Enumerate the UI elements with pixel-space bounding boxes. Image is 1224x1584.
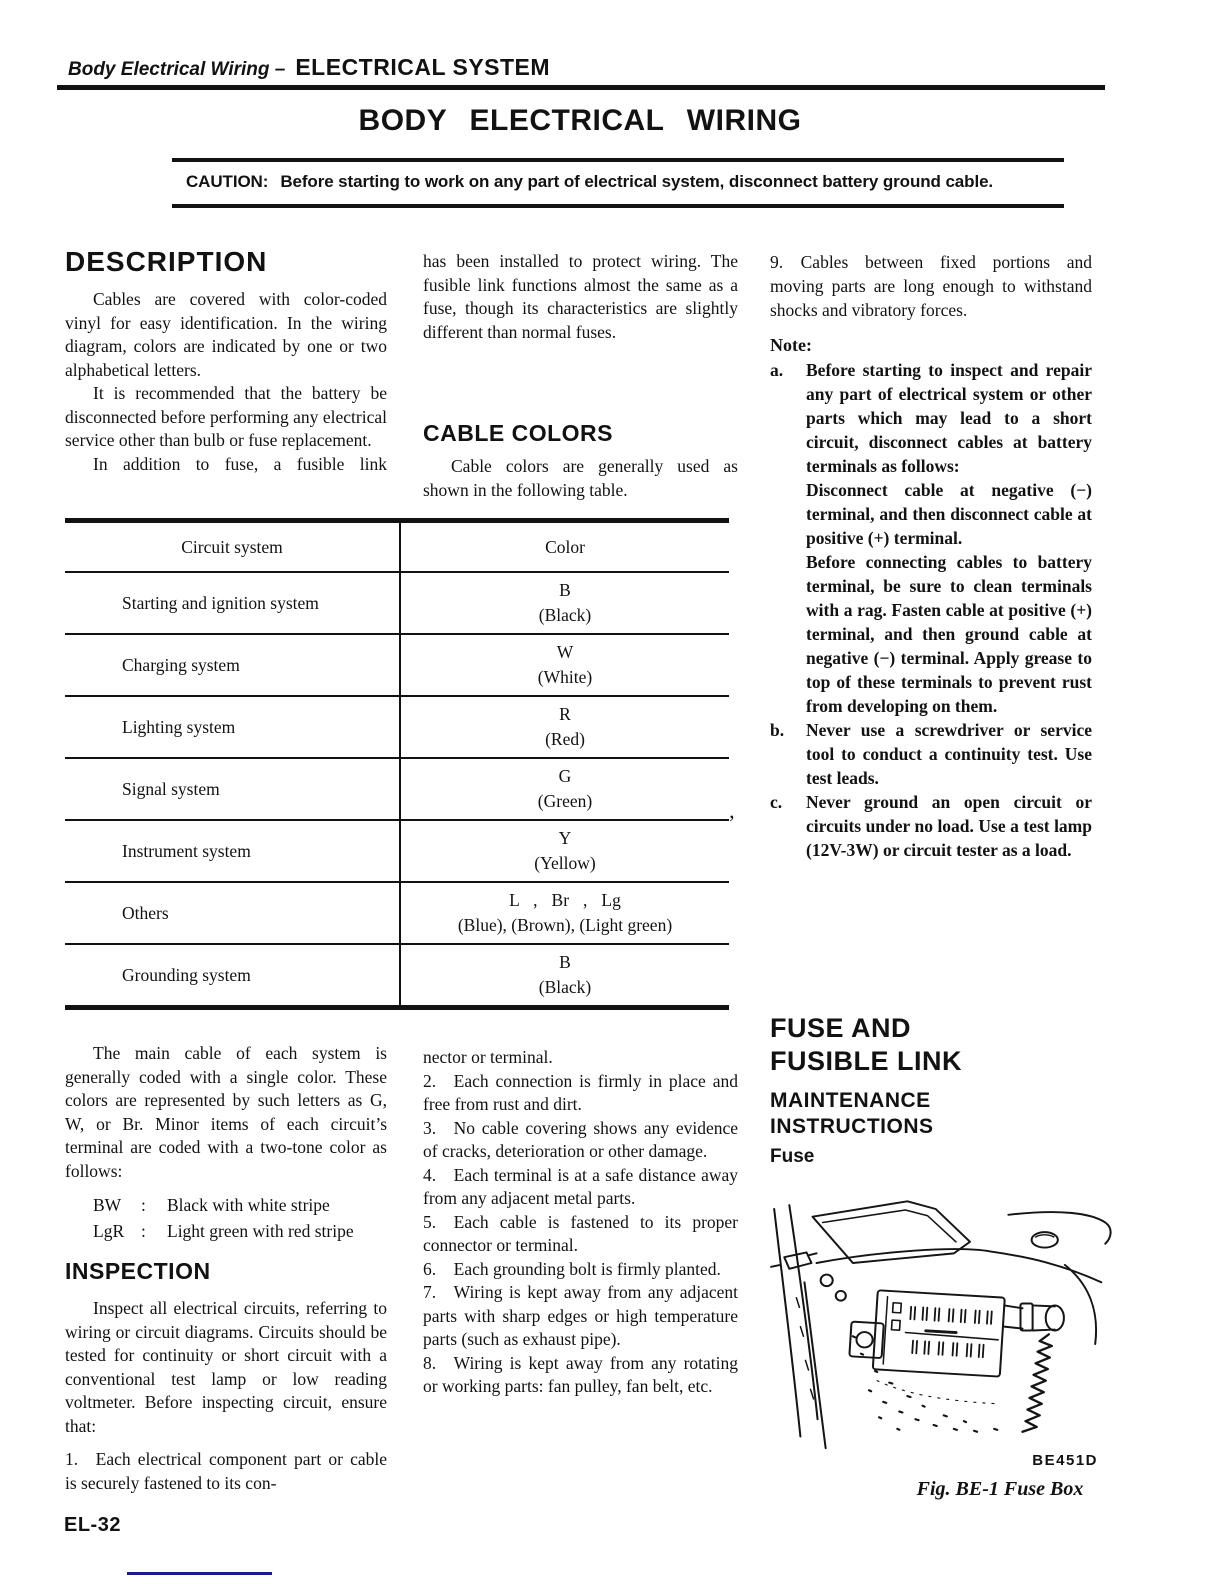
note-paragraph: Before connecting cables to battery terminal, be sure to clean terminals with a rag. Fasten cable at positive (+) terminal, and then ground cable at negative (−) terminal. Apply grease to top of these terminals to prevent rust from developing on them. <box>806 552 1092 716</box>
note-paragraph: Before starting to inspect and repair any part of electrical system or other parts which may lead to a short circuit, disconnect cables at battery terminals as follows: <box>806 360 1092 476</box>
color-name: (Blue), (Brown), (Light green) <box>457 915 673 935</box>
note-paragraph: Never ground an open circuit or circuits under no load. Use a test lamp (12V-3W) or circuit tester as a load. <box>806 792 1092 860</box>
color-code: R <box>559 704 571 724</box>
color-cell <box>401 945 729 1005</box>
inspection-paragraph <box>65 1297 387 1438</box>
mounting-tab <box>849 1322 883 1359</box>
stray-print-mark: ’ <box>728 810 736 835</box>
list-item: 6. Each grounding bolt is firmly planted. <box>423 1258 721 1279</box>
list-item: 1. Each electrical component part or cable is securely fastened to its con- <box>65 1449 387 1493</box>
color-cell <box>401 821 729 881</box>
coil-cable <box>1023 1334 1052 1431</box>
caution-rule-top <box>172 158 1064 162</box>
list-item: 2. Each connection is firmly in place and free from rust and dirt. <box>423 1070 738 1114</box>
note-item-c <box>770 790 1092 862</box>
page-number: EL-32 <box>64 1514 121 1536</box>
fuse-box-figure <box>756 1182 1180 1452</box>
inspection-heading: INSPECTION <box>65 1258 211 1284</box>
list-item: 7. Wiring is kept away from any adjacent parts with sharp edges or high temperature parts (such as exhaust pipe). <box>423 1282 738 1349</box>
list-item: 4. Each terminal is at a safe distance away from any adjacent metal parts. <box>423 1164 738 1208</box>
column-header-color: Color <box>545 536 585 557</box>
heading-line: INSTRUCTIONS <box>770 1115 934 1138</box>
circuit-system-cell: Lighting system <box>65 697 401 757</box>
caution-text: Before starting to work on any part of electrical system, disconnect battery ground cable. <box>280 172 994 191</box>
color-code: Y <box>558 828 572 848</box>
legend-meaning: Black with white stripe <box>167 1195 330 1215</box>
table-row <box>65 633 729 695</box>
legend-row <box>93 1218 387 1244</box>
description-paragraphs <box>65 288 387 476</box>
list-item: 8. Wiring is kept away from any rotating or working parts: fan pulley, fan belt, etc. <box>423 1352 738 1396</box>
table-row <box>65 819 729 881</box>
list-item: 3. No cable covering shows any evidence of cracks, deterioration or other damage. <box>423 1117 738 1161</box>
color-cell <box>401 635 729 695</box>
note-paragraph: Never use a screwdriver or service tool to conduct a continuity test. Use test leads. <box>806 720 1092 788</box>
table-row <box>65 757 729 819</box>
note-label: Note: <box>770 335 812 355</box>
color-name: (Black) <box>538 977 592 997</box>
heading-line: FUSIBLE LINK <box>770 1046 962 1076</box>
figure-reference-code: BE451D <box>1032 1452 1098 1469</box>
color-code: L , Br , Lg <box>509 890 621 910</box>
page-title: BODY ELECTRICAL WIRING <box>358 104 802 137</box>
note-item-b <box>770 718 1092 790</box>
inspection-item-1 <box>65 1448 387 1495</box>
two-tone-code-legend <box>93 1192 387 1244</box>
color-cell <box>401 759 729 819</box>
note-marker: b. <box>770 720 785 740</box>
color-name: (Black) <box>538 605 592 625</box>
circuit-system-cell: Grounding system <box>65 945 401 1005</box>
column-header-circuit-system: Circuit system <box>65 523 401 571</box>
breadcrumb <box>68 54 550 81</box>
list-item: 5. Each cable is fastened to its proper connector or terminal. <box>423 1211 738 1255</box>
circuit-system-cell: Charging system <box>65 635 401 695</box>
note-item-a <box>770 358 1092 718</box>
heading-line: MAINTENANCE <box>770 1089 931 1112</box>
body-paragraph: The main cable of each system is generally coded with a single color. These colors are represented by such letters as G, W, or Br. Minor items of each circuit’s terminal are coded with a two-tone color as follows: <box>65 1043 387 1181</box>
inspection-checklist <box>423 1046 738 1399</box>
cable-color-table <box>65 518 729 1010</box>
scanner-artifact-line <box>127 1572 272 1575</box>
legend-separator: : <box>141 1221 146 1241</box>
cable-colors-intro <box>423 455 738 502</box>
caution-banner <box>186 172 1064 192</box>
maintenance-instructions-heading <box>770 1088 934 1140</box>
description-paragraph: Cables are covered with color-coded vinyl for easy identification. In the wiring diagram, colors are indicated by one or two alphabetical letters. <box>65 289 387 380</box>
description-paragraph: It is recommended that the battery be disconnected before performing any electrical service other than bulb or fuse replacement. <box>65 383 387 450</box>
table-header-row <box>65 523 729 571</box>
fuse-glyphs <box>908 1307 992 1358</box>
fuse-and-fusible-link-heading <box>770 1012 962 1078</box>
figure-caption: Fig. BE-1 Fuse Box <box>916 1478 1084 1500</box>
pillar-lines <box>774 1205 825 1448</box>
legend-code: BW <box>93 1195 122 1215</box>
header-rule <box>57 85 1105 90</box>
main-cable-paragraph <box>65 1042 387 1183</box>
breadcrumb-system-label: ELECTRICAL SYSTEM <box>295 54 551 80</box>
color-cell <box>401 573 729 633</box>
table-row <box>65 943 729 1005</box>
legend-separator: : <box>141 1195 146 1215</box>
list-item: nector or terminal. <box>423 1047 553 1067</box>
color-code: G <box>558 766 572 786</box>
legend-row <box>93 1192 387 1218</box>
table-row <box>65 571 729 633</box>
legend-code: LgR <box>93 1221 125 1241</box>
fuse-box <box>849 1289 1005 1377</box>
list-item: 9. Cables between fixed portions and moving parts are long enough to withstand shocks and vibratory forces. <box>770 252 1092 320</box>
item-9 <box>770 250 1092 322</box>
color-name: (Green) <box>537 791 593 811</box>
color-code: W <box>556 642 574 662</box>
note-paragraph: Disconnect cable at negative (−) terminal, and then disconnect cable at positive (+) terminal. <box>806 480 1092 548</box>
note-marker: a. <box>770 360 784 380</box>
fuse-subheading: Fuse <box>770 1146 815 1167</box>
color-name: (White) <box>537 667 593 687</box>
fusible-link-continuation <box>423 250 738 344</box>
color-name: (Red) <box>545 729 585 749</box>
note-block <box>770 332 1092 862</box>
color-name: (Yellow) <box>534 853 596 873</box>
description-paragraph: In addition to fuse, a fusible link <box>93 453 387 474</box>
circuit-system-cell: Starting and ignition system <box>65 573 401 633</box>
heading-line: FUSE AND <box>770 1013 912 1043</box>
circuit-system-cell: Instrument system <box>65 821 401 881</box>
body-paragraph: Inspect all electrical circuits, referring to wiring or circuit diagrams. Circuits should be tested for continuity or short circuit with a conventional test lamp or low reading voltmeter. Before inspecting circuit, ensure that: <box>65 1298 387 1436</box>
color-code: B <box>559 580 571 600</box>
caution-label: CAUTION: <box>186 172 269 191</box>
legend-meaning: Light green with red stripe <box>167 1221 354 1241</box>
cable-colors-heading: CABLE COLORS <box>423 420 613 446</box>
body-paragraph: Cable colors are generally used as shown in the following table. <box>423 456 738 500</box>
color-code: B <box>559 952 571 972</box>
body-paragraph: has been installed to protect wiring. The fusible link functions almost the same as a fuse, though its characteristics are slightly different than normal fuses. <box>423 251 738 342</box>
table-row <box>65 881 729 943</box>
color-cell <box>401 883 729 943</box>
caution-rule-bottom <box>172 204 1064 208</box>
table-row <box>65 695 729 757</box>
knob <box>1004 1304 1064 1331</box>
breadcrumb-section-italic: Body Electrical Wiring – <box>68 59 286 80</box>
color-cell <box>401 697 729 757</box>
note-marker: c. <box>770 792 783 812</box>
circuit-system-cell: Signal system <box>65 759 401 819</box>
circuit-system-cell: Others <box>65 883 401 943</box>
description-heading: DESCRIPTION <box>65 246 268 277</box>
